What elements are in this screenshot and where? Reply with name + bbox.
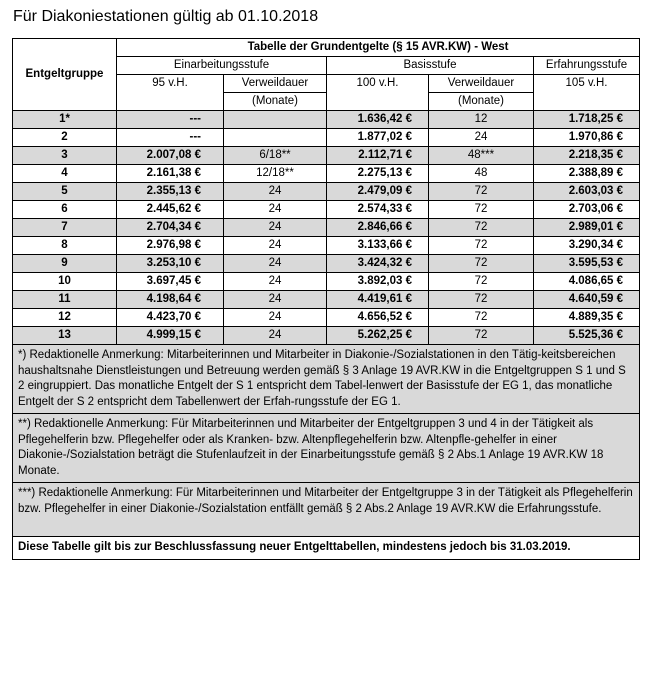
cell-verweildauer-2: 72 xyxy=(429,291,534,309)
cell-105: 3.595,53 € xyxy=(534,255,640,273)
main-header: Tabelle der Grundentgelte (§ 15 AVR.KW) - West xyxy=(117,39,640,57)
cell-group: 2 xyxy=(13,129,117,147)
salary-table xyxy=(12,38,640,560)
cell-verweildauer-1 xyxy=(224,129,327,147)
cell-100: 5.262,25 € xyxy=(327,327,429,345)
cell-group: 4 xyxy=(13,165,117,183)
cell-verweildauer-2: 12 xyxy=(429,111,534,129)
table-row xyxy=(13,255,640,273)
cell-95: 2.445,62 € xyxy=(117,201,224,219)
cell-95: 2.161,38 € xyxy=(117,165,224,183)
cell-95: 3.253,10 € xyxy=(117,255,224,273)
table-row xyxy=(13,165,640,183)
cell-105: 2.989,01 € xyxy=(534,219,640,237)
cell-verweildauer-1: 24 xyxy=(224,273,327,291)
footnote-1: *) Redaktionelle Anmerkung: Mitarbeiterinnen und Mitarbeiter in Diakonie-/Sozialstationen in den Tätig-keitsbereichen haushaltsnahe Dienstleistungen und Betreuung werden gemäß § 3 Anlage 19 AVR.KW in die Entgeltgruppen S 1 und S 2 eingruppiert. Das monatliche Entgelt der S 1 entspricht dem Tabel-lenwert der Basisstufe der EG 1, das monatliche Entgelt der S 2 entspricht dem Tabellenwert der Erfah-rungsstufe der EG 1. xyxy=(13,345,640,414)
stage-header-einarbeitung: Einarbeitungsstufe xyxy=(117,57,327,75)
cell-verweildauer-2: 72 xyxy=(429,273,534,291)
cell-group: 8 xyxy=(13,237,117,255)
cell-95: 2.355,13 € xyxy=(117,183,224,201)
cell-100: 4.656,52 € xyxy=(327,309,429,327)
table-row xyxy=(13,183,640,201)
cell-95: 4.198,64 € xyxy=(117,291,224,309)
cell-verweildauer-2: 72 xyxy=(429,183,534,201)
table-row xyxy=(13,111,640,129)
cell-verweildauer-1: 24 xyxy=(224,219,327,237)
cell-verweildauer-2: 48 xyxy=(429,165,534,183)
subheader-95: 95 v.H. xyxy=(117,75,224,111)
cell-100: 2.112,71 € xyxy=(327,147,429,165)
cell-verweildauer-2: 72 xyxy=(429,201,534,219)
footnote-2: **) Redaktionelle Anmerkung: Für Mitarbeiterinnen und Mitarbeiter der Entgeltgruppen 3 und 4 in der Tätigkeit als Pflegehelferin bzw. Pflegehelfer oder als Kranken- bzw. Altenpflegehelferin bzw. Altenpfle-gehelfer in einer Diakonie-/Sozialstation beträgt die Stufenlaufzeit in der Einarbeitungsstufe gemäß § 2 Abs.1 Anlage 19 AVR.KW 18 Monate. xyxy=(13,414,640,483)
cell-group: 12 xyxy=(13,309,117,327)
table-row xyxy=(13,309,640,327)
cell-100: 2.275,13 € xyxy=(327,165,429,183)
cell-verweildauer-2: 72 xyxy=(429,255,534,273)
cell-100: 3.424,32 € xyxy=(327,255,429,273)
footnote-3: ***) Redaktionelle Anmerkung: Für Mitarbeiterinnen und Mitarbeiter der Entgeltgruppe 3 in der Tätigkeit als Pflegehelferin bzw. Pflegehelfer in einer Diakonie-/Sozialstation entfällt gemäß § 2 Abs.2 Anlage 19 AVR.KW die Erfahrungsstufe. xyxy=(13,483,640,537)
cell-group: 11 xyxy=(13,291,117,309)
stage-header-basis: Basisstufe xyxy=(327,57,534,75)
subheader-verweildauer-1: Verweildauer xyxy=(224,75,327,93)
table-row xyxy=(13,273,640,291)
cell-95: 2.704,34 € xyxy=(117,219,224,237)
cell-verweildauer-1: 12/18** xyxy=(224,165,327,183)
table-row xyxy=(13,219,640,237)
table-row xyxy=(13,129,640,147)
cell-95: 2.007,08 € xyxy=(117,147,224,165)
cell-verweildauer-2: 72 xyxy=(429,309,534,327)
subheader-105: 105 v.H. xyxy=(534,75,640,111)
cell-verweildauer-1: 24 xyxy=(224,183,327,201)
cell-verweildauer-1: 24 xyxy=(224,309,327,327)
cell-verweildauer-1 xyxy=(224,111,327,129)
cell-verweildauer-1: 6/18** xyxy=(224,147,327,165)
table-row xyxy=(13,291,640,309)
cell-verweildauer-2: 24 xyxy=(429,129,534,147)
table-row xyxy=(13,147,640,165)
cell-105: 4.086,65 € xyxy=(534,273,640,291)
cell-100: 1.636,42 € xyxy=(327,111,429,129)
group-header: Entgeltgruppe xyxy=(13,39,117,111)
cell-group: 10 xyxy=(13,273,117,291)
cell-group: 1* xyxy=(13,111,117,129)
cell-verweildauer-2: 72 xyxy=(429,327,534,345)
cell-verweildauer-1: 24 xyxy=(224,255,327,273)
cell-100: 2.846,66 € xyxy=(327,219,429,237)
cell-100: 4.419,61 € xyxy=(327,291,429,309)
cell-105: 3.290,34 € xyxy=(534,237,640,255)
cell-105: 2.388,89 € xyxy=(534,165,640,183)
subheader-months-2: (Monate) xyxy=(429,93,534,111)
cell-95: 4.423,70 € xyxy=(117,309,224,327)
cell-verweildauer-1: 24 xyxy=(224,291,327,309)
cell-105: 4.889,35 € xyxy=(534,309,640,327)
cell-100: 2.574,33 € xyxy=(327,201,429,219)
cell-verweildauer-2: 72 xyxy=(429,219,534,237)
cell-105: 4.640,59 € xyxy=(534,291,640,309)
cell-105: 1.970,86 € xyxy=(534,129,640,147)
subheader-months-1: (Monate) xyxy=(224,93,327,111)
cell-105: 5.525,36 € xyxy=(534,327,640,345)
cell-100: 2.479,09 € xyxy=(327,183,429,201)
cell-verweildauer-2: 72 xyxy=(429,237,534,255)
cell-group: 13 xyxy=(13,327,117,345)
subheader-100: 100 v.H. xyxy=(327,75,429,111)
cell-95: --- xyxy=(117,129,224,147)
cell-95: 4.999,15 € xyxy=(117,327,224,345)
cell-verweildauer-1: 24 xyxy=(224,201,327,219)
cell-verweildauer-2: 48*** xyxy=(429,147,534,165)
cell-group: 6 xyxy=(13,201,117,219)
cell-100: 3.133,66 € xyxy=(327,237,429,255)
cell-95: --- xyxy=(117,111,224,129)
cell-105: 2.218,35 € xyxy=(534,147,640,165)
cell-100: 3.892,03 € xyxy=(327,273,429,291)
cell-95: 2.976,98 € xyxy=(117,237,224,255)
table-row xyxy=(13,201,640,219)
page-title: Für Diakoniestationen gültig ab 01.10.2018 xyxy=(13,8,319,25)
subheader-verweildauer-2: Verweildauer xyxy=(429,75,534,93)
cell-group: 9 xyxy=(13,255,117,273)
cell-group: 5 xyxy=(13,183,117,201)
cell-105: 2.703,06 € xyxy=(534,201,640,219)
cell-group: 7 xyxy=(13,219,117,237)
cell-verweildauer-1: 24 xyxy=(224,237,327,255)
table-row xyxy=(13,237,640,255)
cell-group: 3 xyxy=(13,147,117,165)
cell-95: 3.697,45 € xyxy=(117,273,224,291)
final-note: Diese Tabelle gilt bis zur Beschlussfassung neuer Entgelttabellen, mindestens jedoch bis 31.03.2019. xyxy=(13,537,640,560)
table-row xyxy=(13,327,640,345)
cell-105: 2.603,03 € xyxy=(534,183,640,201)
cell-verweildauer-1: 24 xyxy=(224,327,327,345)
stage-header-erfahrung: Erfahrungsstufe xyxy=(534,57,640,75)
cell-105: 1.718,25 € xyxy=(534,111,640,129)
cell-100: 1.877,02 € xyxy=(327,129,429,147)
